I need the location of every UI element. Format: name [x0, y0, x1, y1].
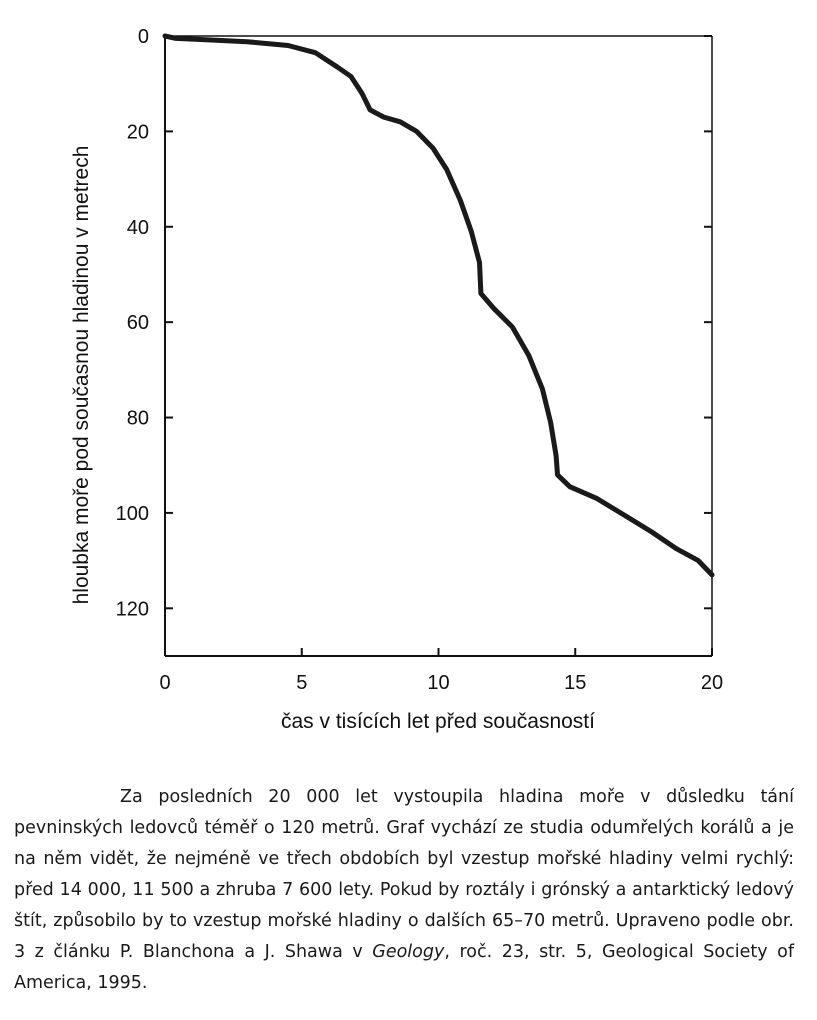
y-tick-label: 80: [126, 407, 149, 430]
y-tick-label: 20: [126, 121, 149, 144]
x-axis-label: čas v tisících let před současností: [281, 710, 595, 733]
y-tick-label: 60: [126, 312, 149, 335]
y-axis-label: hloubka moře pod současnou hladinou v metrech: [70, 145, 93, 605]
sea-level-curve: [165, 36, 712, 575]
x-tick-label: 15: [564, 672, 587, 694]
x-tick-label: 0: [159, 672, 171, 694]
y-tick-label: 40: [126, 216, 149, 239]
figure-caption: [14, 782, 794, 999]
caption-text-end: , roč. 23, str. 5, Geological Society of America, 1995.: [14, 942, 794, 993]
caption-paragraph: [14, 782, 794, 999]
caption-text: Za posledních 20 000 let vystoupila hladina moře v důsledku tání pevninských ledovců téměř o 120 metrů. Graf vychází ze studia odumřelých korálů a je na něm vidět, že nejméně ve třech obdobích byl vzestup mořské hladiny velmi rychlý: před 14 000, 11 500 a zhruba 7 600 lety. Pokud by roztály i grónský a antarktický ledový štít, způsobilo by to vzestup mořské hladiny o dalších 65–70 metrů. Upraveno podle obr. 3 z článku P. Blanchona a J. Shawa v: [14, 787, 794, 962]
y-tick-label: 100: [115, 502, 149, 525]
x-tick-label: 20: [700, 672, 724, 694]
caption-journal: Geology: [372, 942, 445, 962]
y-tick-label: 120: [115, 598, 149, 621]
x-tick-label: 10: [427, 672, 450, 694]
x-tick-label: 5: [296, 672, 308, 694]
y-tick-label: 0: [137, 26, 149, 48]
